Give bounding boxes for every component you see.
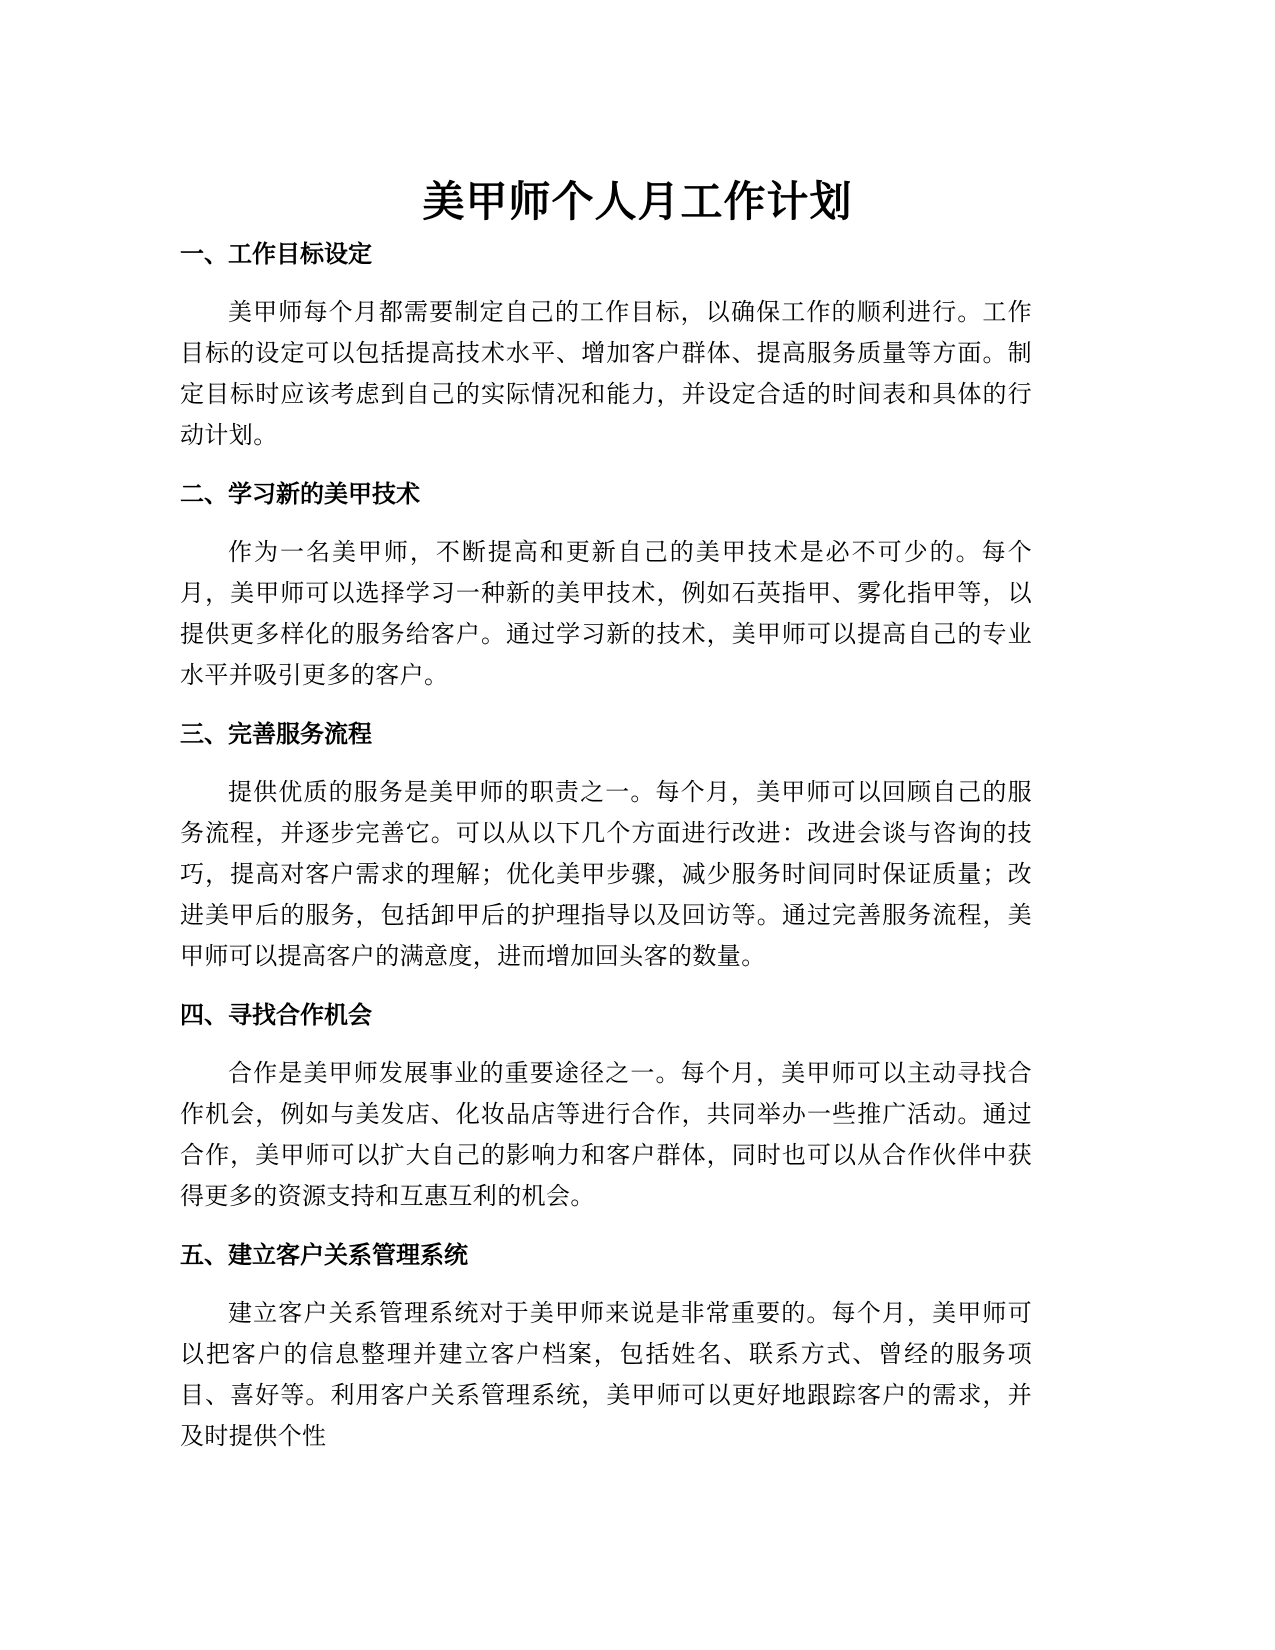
section-heading-4: 四、寻找合作机会 <box>180 1001 372 1029</box>
section-paragraph-3: 提供优质的服务是美甲师的职责之一。每个月，美甲师可以回顾自己的服务流程，并逐步完善它。可以从以下几个方面进行改进：改进会谈与咨询的技巧，提高对客户需求的理解；优化美甲步骤，减少服务时间同时保证质量；改进美甲后的服务，包括卸甲后的护理指导以及回访等。通过完善服务流程，美甲师可以提高客户的满意度，进而增加回头客的数量。 <box>180 778 1032 970</box>
section-heading-1: 一、工作目标设定 <box>180 240 372 268</box>
section-paragraph-4: 合作是美甲师发展事业的重要途径之一。每个月，美甲师可以主动寻找合作机会，例如与美发店、化妆品店等进行合作，共同举办一些推广活动。通过合作，美甲师可以扩大自己的影响力和客户群体，同时也可以从合作伙伴中获得更多的资源支持和互惠互利的机会。 <box>180 1059 1032 1210</box>
document-title: 美甲师个人月工作计划 <box>422 177 853 227</box>
section-heading-2: 二、学习新的美甲技术 <box>180 480 420 508</box>
section-heading-5: 五、建立客户关系管理系统 <box>180 1241 468 1269</box>
section-heading-3: 三、完善服务流程 <box>180 720 372 748</box>
section-paragraph-1: 美甲师每个月都需要制定自己的工作目标，以确保工作的顺利进行。工作目标的设定可以包括提高技术水平、增加客户群体、提高服务质量等方面。制定目标时应该考虑到自己的实际情况和能力，并设定合适的时间表和具体的行动计划。 <box>180 298 1032 449</box>
section-paragraph-5: 建立客户关系管理系统对于美甲师来说是非常重要的。每个月，美甲师可以把客户的信息整理并建立客户档案，包括姓名、联系方式、曾经的服务项目、喜好等。利用客户关系管理系统，美甲师可以更好地跟踪客户的需求，并及时提供个性 <box>180 1299 1032 1450</box>
section-paragraph-2: 作为一名美甲师，不断提高和更新自己的美甲技术是必不可少的。每个月，美甲师可以选择学习一种新的美甲技术，例如石英指甲、雾化指甲等，以提供更多样化的服务给客户。通过学习新的技术，美甲师可以提高自己的专业水平并吸引更多的客户。 <box>180 538 1032 689</box>
document-body <box>180 232 1032 1473</box>
